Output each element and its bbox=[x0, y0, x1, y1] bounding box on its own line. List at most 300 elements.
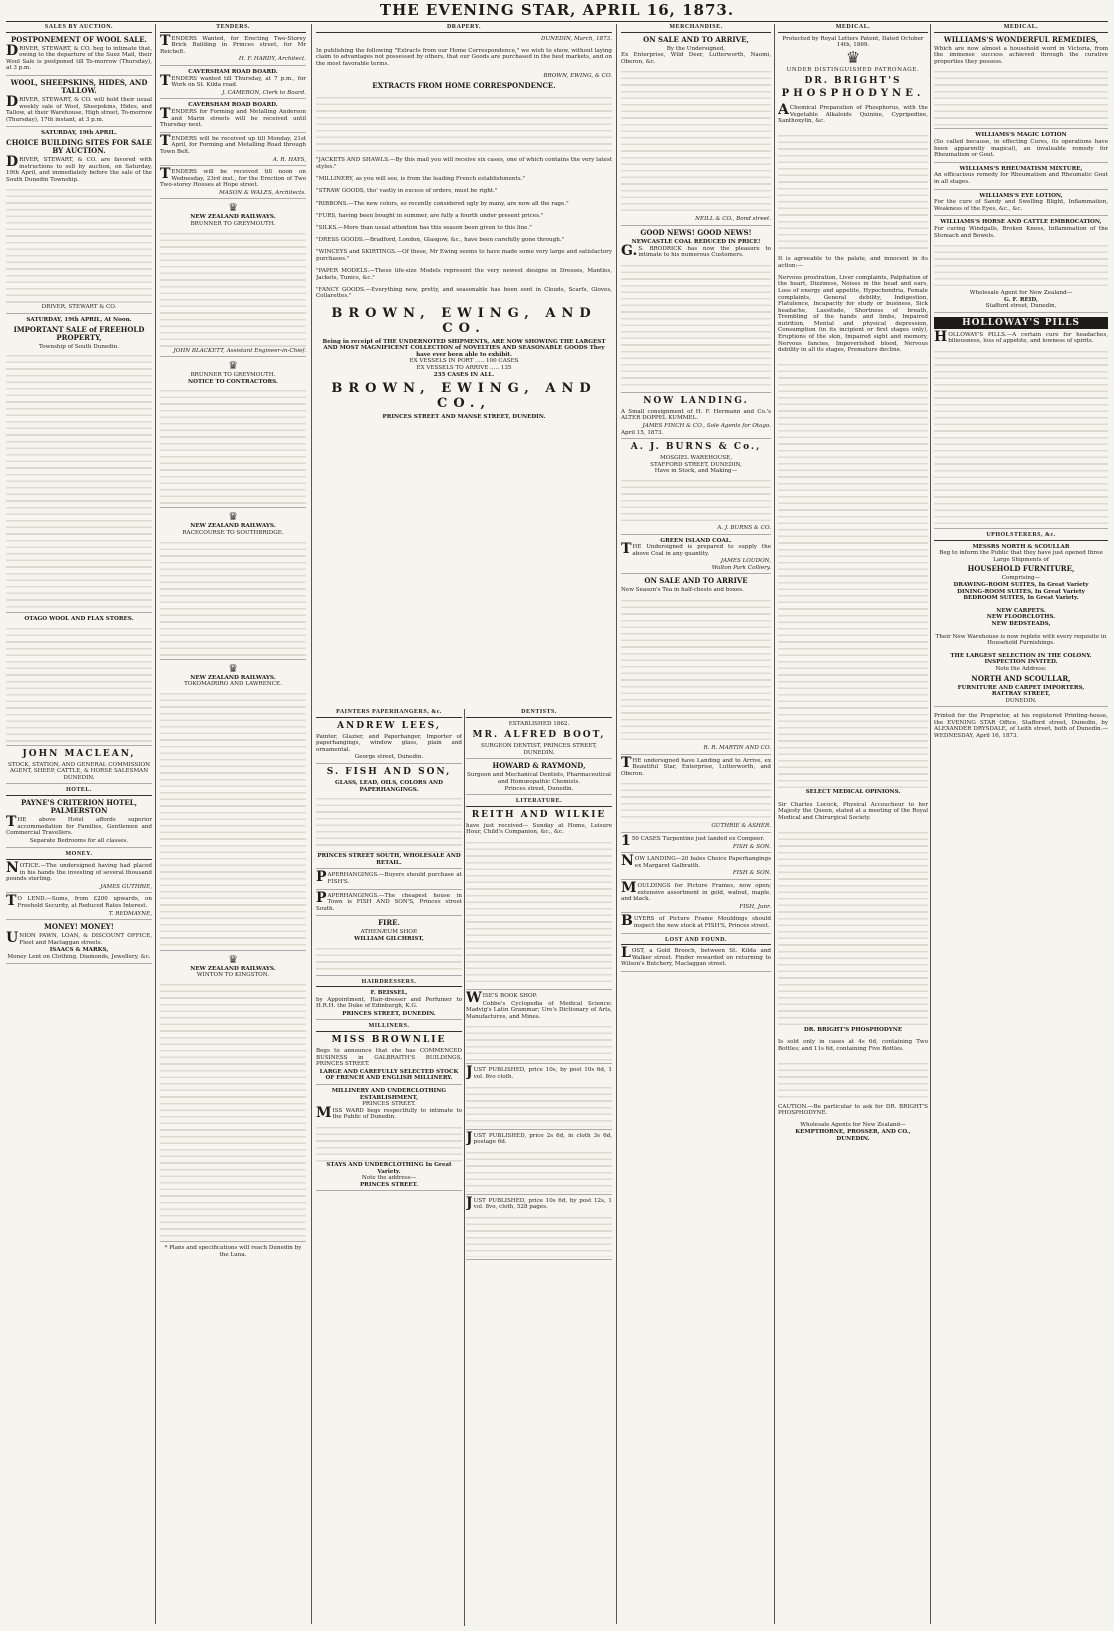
ad-signature: H. F. HARDY, Architect. bbox=[238, 56, 306, 63]
ad-miss-brownlie bbox=[316, 1035, 462, 1085]
ad-andrew-lees bbox=[316, 721, 462, 764]
ad-title: WILLIAMS'S EYE LOTION, bbox=[979, 192, 1063, 199]
top-rule bbox=[6, 21, 1108, 22]
ad-name: JOHN MACLEAN, bbox=[22, 748, 136, 759]
ad-buyers bbox=[621, 913, 771, 933]
ad-line: RATTRAY STREET, bbox=[991, 691, 1051, 698]
ad-just-published-1 bbox=[466, 1064, 612, 1129]
ad-body: DRIVER, STEWART, & CO. are favored with instructions to sell by auction, on Saturday, 19th April, and immediately before the sale of the South Dunedin Township. bbox=[6, 153, 152, 183]
ad-signature: DRIVER, STEWART & CO. bbox=[41, 304, 117, 311]
ad-signature: FISH, Junr. bbox=[739, 903, 771, 910]
ad-line: NEW BEDSTEADS, bbox=[991, 621, 1051, 627]
ad-signature: A. J. BURNS & CO. bbox=[717, 524, 771, 531]
ad-name: A. J. BURNS & Co., bbox=[630, 442, 762, 453]
text-block bbox=[466, 837, 612, 987]
ad-date: April 15, 1873. bbox=[621, 429, 664, 436]
ad-subtitle: By the Undersigned, bbox=[666, 45, 726, 52]
ad-hotel bbox=[6, 799, 152, 848]
product-price-title: DR. BRIGHT'S PHOSPHODYNE bbox=[803, 1027, 903, 1033]
ad-body: Painter, Glazier, and Paperhanger, Importer of paperhangings, window glass, plain and ornamental. bbox=[316, 733, 462, 753]
ad-notice: NOTICE TO CONTRACTORS. bbox=[188, 378, 278, 385]
crest-icon: ♛ bbox=[228, 359, 238, 373]
column-tenders bbox=[160, 24, 306, 1626]
text-block bbox=[316, 92, 612, 152]
section-header: MEDICAL. bbox=[934, 24, 1108, 33]
text-block bbox=[621, 595, 771, 745]
ad-wool-postponement bbox=[6, 36, 152, 76]
ad-eye-lotion bbox=[934, 193, 1108, 217]
ad-line: NEW FLOORCLOTHS. bbox=[986, 614, 1056, 621]
ad-place: George street, Dunedin. bbox=[354, 754, 424, 761]
ad-line: DRAWING-ROOM SUITES, In Great Variety bbox=[953, 582, 1089, 589]
extract-item: "JACKETS AND SHAWLS.—By this mail you will receive six cases, one of which contains the very latest styles." bbox=[316, 157, 612, 170]
crest-icon: ♛ bbox=[228, 661, 238, 675]
ad-body: TENDERS for Forming and Metalling Anderson and Marin streets will be received until Thursday next. bbox=[160, 105, 306, 129]
ad-line: BEDROOM SUITES, In Great Variety. bbox=[963, 595, 1079, 602]
ad-body: Have in Stock, and Making— bbox=[654, 468, 738, 475]
ad-body: G.S. BRODRICK has now the pleasure to intimate to his numerous Customers. bbox=[621, 242, 771, 259]
ad-wool-sale bbox=[6, 79, 152, 127]
ad-building-sites bbox=[6, 130, 152, 314]
ad-line: DINING-ROOM SUITES, In Great Variety bbox=[957, 588, 1085, 595]
brand-subtitle: Being in receipt of THE UNDERNOTED SHIPMENTS, ARE NOW SHOWING THE LARGEST AND MOST MAGNIFICENT COLLECTION of NOVELTIES AND SEASONABLE GOODS They have ever been able to exhibit. bbox=[322, 338, 606, 358]
cases-total: 235 CASES IN ALL. bbox=[433, 371, 495, 378]
extract-item: "SILKS.—More than usual attention has this season been given to this line." bbox=[316, 224, 532, 231]
ad-title: NEW ZEALAND RAILWAYS. bbox=[190, 214, 276, 221]
ad-note: Separate Bedrooms for all classes. bbox=[29, 837, 129, 844]
ad-town-belt bbox=[160, 132, 306, 166]
opinions-title: SELECT MEDICAL OPINIONS. bbox=[805, 789, 901, 796]
product-maker: DR. BRIGHT'S bbox=[804, 76, 902, 87]
ad-wises-book-shop bbox=[466, 989, 612, 1064]
ad-line: HOUSEHOLD FURNITURE, bbox=[967, 564, 1075, 574]
ad-body: A Small consignment of H. F. Hermann and Co.'s ALTER DOPPEL KUMMEL. bbox=[621, 408, 771, 422]
agents-name: KEMPTHORNE, PROSSER, AND CO., bbox=[795, 1128, 911, 1135]
section-header: MERCHANDISE. bbox=[621, 24, 771, 33]
ad-title: MONEY! MONEY! bbox=[44, 922, 114, 932]
ad-title: WOOL, SHEEPSKINS, HIDES, AND TALLOW. bbox=[10, 77, 148, 95]
ad-just-published-3 bbox=[466, 1194, 612, 1260]
ad-signature: MASON & WALES, Architects. bbox=[219, 189, 306, 196]
ad-body: JUST PUBLISHED, price 10s 6d, by post 12s, 1 vol. 8vo, cloth, 528 pages. bbox=[466, 1194, 612, 1211]
ad-body: JUST PUBLISHED, price 10s, by post 10s 6d, 1 vol. 8vo cloth. bbox=[466, 1064, 612, 1081]
ad-body: THE Undersigned is prepared to supply the above Coal in any quantity. bbox=[621, 541, 771, 558]
ad-subtitle: BRUNNER TO GREYMOUTH. bbox=[190, 221, 276, 228]
ad-signature: JOHN BLACKETT, Assistant Engineer-in-Chief. bbox=[173, 347, 306, 354]
ad-body: by Appointment, Hair-dresser and Perfumer to H.R.H. the Duke of Edinburgh, K.G. bbox=[316, 996, 462, 1010]
ad-fire bbox=[316, 919, 462, 975]
ad-signature: JAMES FINCH & CO., Sole Agents for Otago. bbox=[642, 422, 771, 429]
ad-body: have just received— Sunday at Home, Leisure Hour, Child's Companion, &c., &c. bbox=[466, 822, 612, 836]
ad-line: FURNITURE AND CARPET IMPORTERS, bbox=[957, 684, 1085, 691]
section-header: UPHOLSTERERS, &c. bbox=[934, 532, 1108, 541]
ad-signature: NEILL & CO., Bond street. bbox=[695, 216, 771, 223]
column-divider bbox=[155, 24, 156, 1624]
ad-street: PRINCES STREET. bbox=[359, 1181, 419, 1188]
ad-just-published-2 bbox=[466, 1129, 612, 1195]
ad-body: TENDERS will be received till noon on Wednesday, 23rd inst., for the Erection of Two Two-storey Houses at Hope street. bbox=[160, 166, 306, 189]
ailments-list: Nervous prostration, Liver complaints, Palpitation of the heart, Dizziness, Noises in the head and ears, Loss of energy and appetite, Hypochondria, Female complaints, General debility, Indigestion, Flatulence, Incapacity for study or business, Sick headache, Lassitude, Shortness of breath, Trembling of the hands and limbs, Impaired nutrition, Mental and physical depression, Consumption (in its incipient or first stages only), Eruptions of the skin, Impaired sight and memory, Nervous fancies, Impoverished blood, Nervous debility in all its stages, Premature decline. bbox=[778, 274, 928, 354]
ad-paperhangings-1 bbox=[316, 869, 462, 889]
ad-body: 150 CASES Turpentine just landed ex Compeer. bbox=[621, 833, 765, 850]
agents-label: Wholesale Agents for New Zealand— bbox=[800, 1122, 906, 1129]
ad-title: WILLIAMS'S WONDERFUL REMEDIES, bbox=[943, 34, 1099, 44]
column-divider bbox=[464, 709, 465, 1626]
ad-howard-raymond bbox=[466, 762, 612, 795]
patronage: UNDER DISTINGUISHED PATRONAGE. bbox=[786, 66, 920, 73]
ad-body: (So called because, in effecting Cures, its operations have been apparently magical), an invaluable remedy for Rheumatism or Gout. bbox=[934, 138, 1108, 159]
ad-title: WILLIAMS'S HORSE AND CATTLE EMBROCATION, bbox=[940, 219, 1102, 226]
ad-tender-reichelt bbox=[160, 32, 306, 66]
ad-title: IMPORTANT SALE of FREEHOLD PROPERTY, bbox=[13, 324, 145, 342]
ad-body: PAPERHANGINGS.—The cheapest house in Town is FISH AND SON'S, Princes street South. bbox=[316, 889, 462, 912]
ad-railways-4 bbox=[160, 663, 306, 951]
ad-line: THE LARGEST SELECTION IN THE COLONY. bbox=[950, 652, 1092, 659]
extract-item: "PAPER MODELS.—These life-size Models represent the very newest designs in Dresses, Mantles, Jackets, Tunics, &c." bbox=[316, 268, 612, 281]
text-block bbox=[778, 827, 928, 1027]
text-block bbox=[316, 943, 462, 973]
ad-burns bbox=[621, 442, 771, 534]
text-block bbox=[621, 778, 771, 823]
ad-body: STOCK, STATION, AND GENERAL COMMISSION AGENT, SHEEP, CATTLE, & HORSE SALESMAN bbox=[7, 761, 151, 775]
ad-mouldings bbox=[621, 880, 771, 913]
text-block bbox=[6, 623, 152, 743]
ad-body: TENDERS wanted till Thursday, at 7 p.m., for Work on St. Kilda road. bbox=[160, 72, 306, 89]
ad-signature: T. REDMAYNE, bbox=[108, 910, 152, 917]
ad-date: SATURDAY, 19th APRIL, At Noon. bbox=[26, 316, 132, 323]
text-block bbox=[621, 260, 771, 390]
ad-established: ESTABLISHED 1862. bbox=[508, 720, 570, 727]
ad-footer: Money Lent on Clothing, Diamonds, Jewellery, &c. bbox=[7, 953, 151, 960]
ad-body: MISS WARD begs respectfully to intimate to the Public of Dunedin. bbox=[316, 1104, 462, 1121]
ad-title: CAVERSHAM ROAD BOARD. bbox=[188, 68, 278, 75]
extract-item: "RIBBONS.—The new colors, so recently considered ugly by many, are now all the rage." bbox=[316, 200, 569, 207]
text-block bbox=[316, 1122, 462, 1162]
column-divider bbox=[616, 24, 617, 1624]
ad-body: Cobbe's Cyclopedia of Medical Science; Madvig's Latin Grammar; Ure's Dictionary of Arts, Manufactures, and Mines. bbox=[466, 1000, 612, 1020]
section-header: MILLINERS. bbox=[316, 1023, 462, 1032]
ad-green-island-coal bbox=[621, 538, 771, 575]
extract-item: "FANCY GOODS.—Everything new, pretty, and seasonable has been sent in Clouds, Scarfs, Gloves, Collarettes." bbox=[316, 286, 612, 300]
ad-body: PAPERHANGINGS.—Buyers should purchase at FISH'S. bbox=[316, 869, 462, 886]
ad-signature: JAMES LOUDON, bbox=[720, 558, 771, 565]
ad-body: JUST PUBLISHED, price 2s 6d, in cloth 3s 6d, postage 6d. bbox=[466, 1129, 612, 1146]
ad-title: POSTPONEMENT OF WOOL SALE. bbox=[11, 34, 147, 44]
crest-icon: ♛ bbox=[228, 510, 238, 524]
text-block bbox=[934, 240, 1108, 290]
crest-icon: ♛ bbox=[228, 952, 238, 966]
ad-title: ON SALE AND TO ARRIVE, bbox=[643, 34, 749, 44]
ad-line: Note the Address: bbox=[995, 665, 1047, 672]
ad-subtitle: BRUNNER TO GREYMOUTH. bbox=[190, 372, 276, 379]
column-dentists-literature bbox=[466, 709, 612, 1626]
column-divider bbox=[930, 24, 931, 1624]
text-block bbox=[466, 1212, 612, 1257]
ad-body: Which are now almost a household word in Victoria, from the immense success achieved through the curative properties they possess. bbox=[934, 45, 1108, 65]
text-block bbox=[160, 537, 306, 657]
ad-rheumatism-mixture bbox=[934, 166, 1108, 190]
extract-item: "WINCEYS and SKIRTINGS.—Of these, Mr Ewing seems to have made some very large and satisfactory purchases." bbox=[316, 249, 612, 262]
text-block bbox=[160, 228, 306, 348]
ad-line: NORTH AND SCOULLAR, bbox=[971, 673, 1071, 683]
brand-name: BROWN, EWING, AND CO. bbox=[331, 305, 597, 336]
text-block bbox=[160, 385, 306, 505]
section-header: PAINTERS PAPERHANGERS, &c. bbox=[316, 709, 462, 718]
ad-line: Comprising— bbox=[1001, 575, 1041, 582]
ad-lost-brooch bbox=[621, 945, 771, 972]
column-auctions bbox=[6, 24, 152, 1626]
text-block bbox=[466, 1082, 612, 1127]
ad-good-news bbox=[621, 229, 771, 393]
section-header: DRAPERY. bbox=[316, 24, 612, 33]
text-block bbox=[778, 359, 928, 789]
ad-body: MOULDINGS for Picture Frames, now open; extensive assortment in gold, walnut, maple, and black. bbox=[621, 880, 771, 903]
ad-body: Surgeon and Mechanical Dentists, Pharmaceutical and Homœopathic Chemists. bbox=[467, 772, 611, 785]
ad-subtitle: WINTON TO KINGSTON. bbox=[196, 972, 270, 979]
ad-now-landing bbox=[621, 396, 771, 439]
section-header: LITERATURE. bbox=[466, 798, 612, 807]
ad-body: UNION PAWN, LOAN, & DISCOUNT OFFICE, Fleet and Maclaggan streets. bbox=[6, 930, 152, 947]
ad-body: Beg to inform the Public that they have just opened three Large Shipments of bbox=[939, 550, 1103, 563]
ad-title: NEW ZEALAND RAILWAYS. bbox=[190, 965, 276, 972]
ad-neill bbox=[621, 36, 771, 226]
extract-item: "STRAW GOODS, tho' vastly in excess of orders, must be right." bbox=[316, 188, 498, 195]
ad-date: SATURDAY, 19th APRIL. bbox=[41, 130, 117, 137]
ad-line: DUNEDIN. bbox=[1005, 697, 1037, 704]
ad-body: New Season's Tea in half-chests and boxes. bbox=[621, 587, 744, 594]
intro-text: In publishing the following "Extracts from our Home Correspondence," we wish to show, without laying claim to advantages not possessed by others, that our Goods are purchased in the best markets, and on the most favorable terms. bbox=[316, 47, 612, 67]
ad-union-pawn bbox=[6, 923, 152, 963]
ad-freehold bbox=[6, 317, 152, 613]
section-header: DENTISTS. bbox=[466, 709, 612, 718]
brand-name-2: BROWN, EWING, AND CO., bbox=[331, 381, 597, 412]
text-block bbox=[160, 688, 306, 948]
ad-place: Princes street, Dunedin. bbox=[504, 785, 574, 792]
product-body: AChemical Preparation of Phosphorus, with the Vegetable Alkaloids Quinine, Cypripedine, Xanthoxylin, &c. bbox=[778, 101, 928, 125]
ad-name: HOWARD & RAYMOND, bbox=[492, 761, 586, 771]
agent-place: Stafford street, Dunedin, bbox=[985, 303, 1057, 310]
caution-notice: CAUTION.—Be particular to ask for DR. BRIGHT'S PHOSPHODYNE. bbox=[778, 1103, 928, 1117]
ad-address: PRINCES STREET, DUNEDIN. bbox=[342, 1010, 436, 1017]
ad-subtitle: LARGE AND CAREFULLY SELECTED STOCK OF FRENCH AND ENGLISH MILLINERY. bbox=[319, 1068, 459, 1082]
footnote: * Plans and specifications will reach Dunedin by the Luna. bbox=[164, 1245, 302, 1258]
ad-body: NOTICE.—The undersigned having had placed in his hands the investing of several thousand pounds sterling. bbox=[6, 860, 152, 883]
ad-beissel bbox=[316, 990, 462, 1020]
ad-name: S. FISH AND SON, bbox=[326, 766, 452, 777]
ad-otago-wool bbox=[6, 616, 152, 746]
printer-imprint: Printed for the Proprietor, at his registered Printing-house, the EVENING STAR Office, Stafford street, Dunedin, by ALEXANDER DRYSDALE, of Leith street, both of Dunedin.—WEDNESDAY, April 16, 1873. bbox=[934, 712, 1108, 739]
hotel-name: PAYNE'S CRITERION HOTEL, PALMERSTON bbox=[20, 798, 138, 816]
section-header: TENDERS. bbox=[160, 24, 306, 33]
agents-place: DUNEDIN. bbox=[836, 1135, 870, 1142]
ad-body: An efficacious remedy for Rheumatism and Rheumatic Gout in all stages. bbox=[934, 172, 1108, 185]
text-block bbox=[621, 66, 771, 216]
ad-body: NOW LANDING—20 bales Choice Paperhangings ex Margaret Galbraith. bbox=[621, 853, 771, 870]
text-block bbox=[6, 184, 152, 304]
ad-caversham-2 bbox=[160, 102, 306, 132]
ad-williams-remedies bbox=[934, 36, 1108, 130]
ad-name: WILLIAM GILCHRIST, bbox=[354, 935, 424, 942]
masthead: THE EVENING STAR, APRIL 16, 1873. bbox=[379, 1, 735, 19]
ad-title: NEW ZEALAND RAILWAYS. bbox=[190, 674, 276, 681]
ad-title: NEW ZEALAND RAILWAYS. bbox=[190, 523, 276, 530]
ad-note: Note the address— bbox=[361, 1175, 417, 1182]
ad-name: ANDREW LEES, bbox=[337, 720, 441, 731]
holloways-banner: HOLLOWAY'S PILLS bbox=[934, 317, 1108, 329]
ad-title: ON SALE AND TO ARRIVE bbox=[644, 576, 748, 586]
ad-subtitle: MOSGIEL WAREHOUSE, bbox=[659, 455, 733, 462]
text-block bbox=[934, 66, 1108, 126]
section-header: HOTEL. bbox=[6, 787, 152, 796]
ad-north-scoullar bbox=[934, 544, 1108, 708]
crest-icon: ♛ bbox=[228, 201, 238, 215]
text-block bbox=[934, 346, 1108, 526]
ad-address: PRINCES STREET. bbox=[362, 1101, 416, 1108]
agent-label: Wholesale Agent for New Zealand— bbox=[969, 290, 1073, 297]
ad-title: MILLINERY AND UNDERCLOTHING ESTABLISHMENT, bbox=[331, 1088, 447, 1101]
ad-body: DRIVER, STEWART, & CO. beg to intimate that, owing to the departure of the Suez Mail, their Wool Sale is postponed till To-morrow (Thursday), at 3 p.m. bbox=[6, 42, 152, 72]
cases-in-port: EX VESSELS IN PORT ..... 100 CASES bbox=[409, 358, 519, 365]
ad-body: THE undersigned have Landing and to Arrive, ex Beautiful Star, Enterprise, Lutterworth, and Oberon. bbox=[621, 754, 771, 777]
extract-item: "MILLINERY, as you will see, is from the leading French establishments." bbox=[316, 176, 525, 183]
ad-body: TENDERS Wanted, for Erecting Two-Storey Brick Building in Princes street, for Mr Reichelt. bbox=[160, 32, 306, 55]
ad-caversham-1 bbox=[160, 69, 306, 99]
column-drapery bbox=[316, 24, 612, 707]
ad-place: Walton Park Colliery. bbox=[711, 564, 771, 571]
product-name: PHOSPHODYNE. bbox=[781, 88, 925, 100]
ad-railways-1 bbox=[160, 202, 306, 357]
ad-title: WILLIAMS'S MAGIC LOTION bbox=[975, 132, 1067, 139]
ad-name: REITH AND WILKIE bbox=[471, 809, 607, 820]
column-divider bbox=[774, 24, 775, 1624]
ad-subtitle: ATHENÆUM SHOP. bbox=[360, 929, 418, 936]
ad-body: For the cure of Sandy and Swelling Blight, Inflammation, Weakness of the Eyes, &c., &c. bbox=[934, 199, 1108, 212]
ad-paperhangings-2 bbox=[316, 889, 462, 917]
text-block bbox=[466, 1147, 612, 1192]
product-price-body: Is sold only in cases at 4s 6d, containing Two Bottles; and 11s 6d, containing Five Bottles. bbox=[778, 1039, 928, 1052]
text-block bbox=[778, 1058, 928, 1098]
ad-address: PRINCES STREET SOUTH, WHOLESALE AND RETAIL. bbox=[317, 853, 461, 866]
ad-hope-street bbox=[160, 166, 306, 199]
ad-railways-3 bbox=[160, 511, 306, 659]
section-header: LOST AND FOUND. bbox=[621, 937, 771, 946]
ad-magic-lotion bbox=[934, 132, 1108, 162]
ad-body: TENDERS will be received up till Monday, 21st April, for Forming and Metalling Road through Town Belt. bbox=[160, 132, 306, 155]
section-header: MEDICAL. bbox=[778, 24, 928, 33]
column-divider bbox=[311, 24, 312, 1624]
intro-signature: BROWN, EWING, & CO. bbox=[543, 73, 612, 80]
ad-name: MESSRS NORTH & SCOULLAR bbox=[972, 543, 1070, 550]
brand-address: PRINCES STREET AND MANSE STREET, DUNEDIN. bbox=[382, 414, 546, 421]
ad-maclean bbox=[6, 749, 152, 785]
ad-signature: J. CAMERON, Clerk to Board. bbox=[222, 89, 306, 96]
extract-item: "FURS, having been bought in summer, are fully a fourth under present prices." bbox=[316, 212, 544, 219]
ad-address: STAFFORD STREET, DUNEDIN, bbox=[650, 461, 742, 468]
list-intro: It is agreeable to the palate, and innocent in its action:— bbox=[778, 255, 928, 269]
ad-title: WILLIAMS'S RHEUMATISM MIXTURE, bbox=[959, 165, 1083, 172]
ad-footer: STAYS AND UNDERCLOTHING In Great Variety. bbox=[326, 1162, 452, 1175]
ad-reith-wilkie bbox=[466, 810, 612, 990]
section-header: HAIRDRESSERS. bbox=[316, 979, 462, 988]
ad-subtitle: GLASS, LEAD, OILS, COLORS AND PAPERHANGINGS. bbox=[334, 779, 443, 793]
column-medical bbox=[778, 24, 928, 1626]
text-block bbox=[466, 1021, 612, 1061]
text-block bbox=[160, 979, 306, 1239]
ad-body: THE above Hotel affords superior accommodation for Families, Gentlemen and Commercial Travellers. bbox=[6, 814, 152, 837]
dateline: DUNEDIN, March, 1873. bbox=[540, 35, 612, 42]
text-block bbox=[621, 475, 771, 525]
ad-title: OTAGO WOOL AND FLAX STORES. bbox=[24, 616, 134, 623]
ad-horse-embrocation bbox=[934, 219, 1108, 313]
ad-guthrie-asher bbox=[621, 754, 771, 833]
ad-body: HOLLOWAY'S PILLS.—A certain cure for headaches, biliousness, loss of appetite, and lowness of spirits. bbox=[934, 328, 1108, 345]
ad-line: NEW CARPETS. bbox=[996, 607, 1046, 614]
ad-railways-2 bbox=[160, 360, 306, 508]
section-header: SALES BY AUCTION. bbox=[6, 24, 152, 33]
ad-title: NOW LANDING. bbox=[643, 395, 749, 406]
ad-body: For curing Windgalls, Broken Knees, Inflammation of the Stomach and Bowels. bbox=[934, 225, 1108, 239]
ad-title: CHOICE BUILDING SITES FOR SALE BY AUCTION. bbox=[6, 137, 152, 155]
extract-item: "DRESS GOODS.—Bradford, London, Glasgow, &c., have been carefully gone through." bbox=[316, 237, 565, 244]
ad-body: DRIVER, STEWART, & CO. will hold their usual weekly sale of Wool, Sheepskins, Hides, and Tallow, at their Warehouse, High street, To-morrow (Thursday), 17th instant, at 3 p.m. bbox=[6, 93, 152, 123]
ad-miss-ward bbox=[316, 1088, 462, 1191]
ad-place: Township of South Dunedin. bbox=[38, 343, 120, 350]
ad-name: F. BEISSEL, bbox=[370, 990, 408, 997]
ad-alfred-boot bbox=[466, 721, 612, 760]
ad-signature: GUTHRIE & ASHER. bbox=[711, 823, 771, 830]
ad-signature: JAMES GUTHRIE, bbox=[100, 883, 152, 890]
ad-title: WISE'S BOOK SHOP. bbox=[466, 989, 538, 1006]
ad-body: LOST, a Gold Brooch, between St. Kilda and Walker street. Finder rewarded on returning to Wilson's Butchery, Maclaggan street. bbox=[621, 945, 771, 968]
ad-holloways bbox=[934, 328, 1108, 529]
ad-paperhangings-landing bbox=[621, 853, 771, 880]
section-header: MONEY. bbox=[6, 851, 152, 860]
ad-subtitle: NEWCASTLE COAL REDUCED IN PRICE! bbox=[631, 238, 761, 245]
column-painters-milliners bbox=[316, 709, 462, 1626]
column-merchandise bbox=[621, 24, 771, 1626]
ad-name: MISS BROWNLIE bbox=[331, 1035, 447, 1046]
ad-title: GOOD NEWS! GOOD NEWS! bbox=[640, 227, 752, 237]
royal-arms-icon: ♛ bbox=[845, 47, 861, 67]
ad-martin-tea bbox=[621, 577, 771, 754]
text-block bbox=[778, 130, 928, 250]
ad-line: Their New Warehouse is now replete with every requisite in Household Furnishings. bbox=[935, 633, 1107, 647]
ad-signature: FISH & SON. bbox=[732, 843, 771, 850]
ad-title: FIRE. bbox=[378, 918, 400, 928]
text-block bbox=[6, 350, 152, 610]
ad-signature: R. R. MARTIN AND CO. bbox=[703, 745, 771, 752]
opinions-body: Sir Charles Locock, Physical Accoucheur to her Majesty the Queen, stated at a meeting of the Royal Medical and Chirurgical Society. bbox=[778, 801, 928, 821]
ad-railways-5 bbox=[160, 954, 306, 1242]
ad-signature: ISAACS & MARKS, bbox=[49, 947, 109, 954]
ad-signature: FISH & SON. bbox=[732, 870, 771, 877]
ad-turpentine bbox=[621, 833, 771, 853]
ad-line: INSPECTION INVITED. bbox=[984, 659, 1058, 666]
ad-money-notice bbox=[6, 860, 152, 893]
ad-body: TO LEND.—Sums, from £200 upwards, on Freehold Security, at Reduced Rates Interest. bbox=[6, 893, 152, 910]
ad-name: MR. ALFRED BOOT, bbox=[472, 730, 606, 741]
ad-body: Ex Enterprise, Wild Deer, Lutterworth, Naomi, Oberon, &c. bbox=[621, 52, 771, 65]
patent-notice: Protected by Royal Letters Patent, Dated October 14th, 1869. bbox=[782, 35, 924, 49]
ad-body: BUYERS of Picture Frame Mouldings should inspect the new stock at FISH'S, Princes street. bbox=[621, 913, 771, 930]
extracts-title: EXTRACTS FROM HOME CORRESPONDENCE. bbox=[372, 80, 556, 90]
cases-to-arrive: EX VESSELS TO ARRIVE ..... 135 bbox=[416, 364, 512, 371]
column-medical-upholstery bbox=[934, 24, 1108, 1626]
ad-title: CAVERSHAM ROAD BOARD. bbox=[188, 102, 278, 109]
ad-body: Begs to announce that she has COMMENCED BUSINESS in GALBRAITH'S BUILDINGS, PRINCES STREET. bbox=[316, 1048, 462, 1068]
ad-place: DUNEDIN. bbox=[63, 774, 95, 781]
ad-subtitle: TOKOMAIRIRO AND LAWRENCE. bbox=[184, 681, 282, 688]
